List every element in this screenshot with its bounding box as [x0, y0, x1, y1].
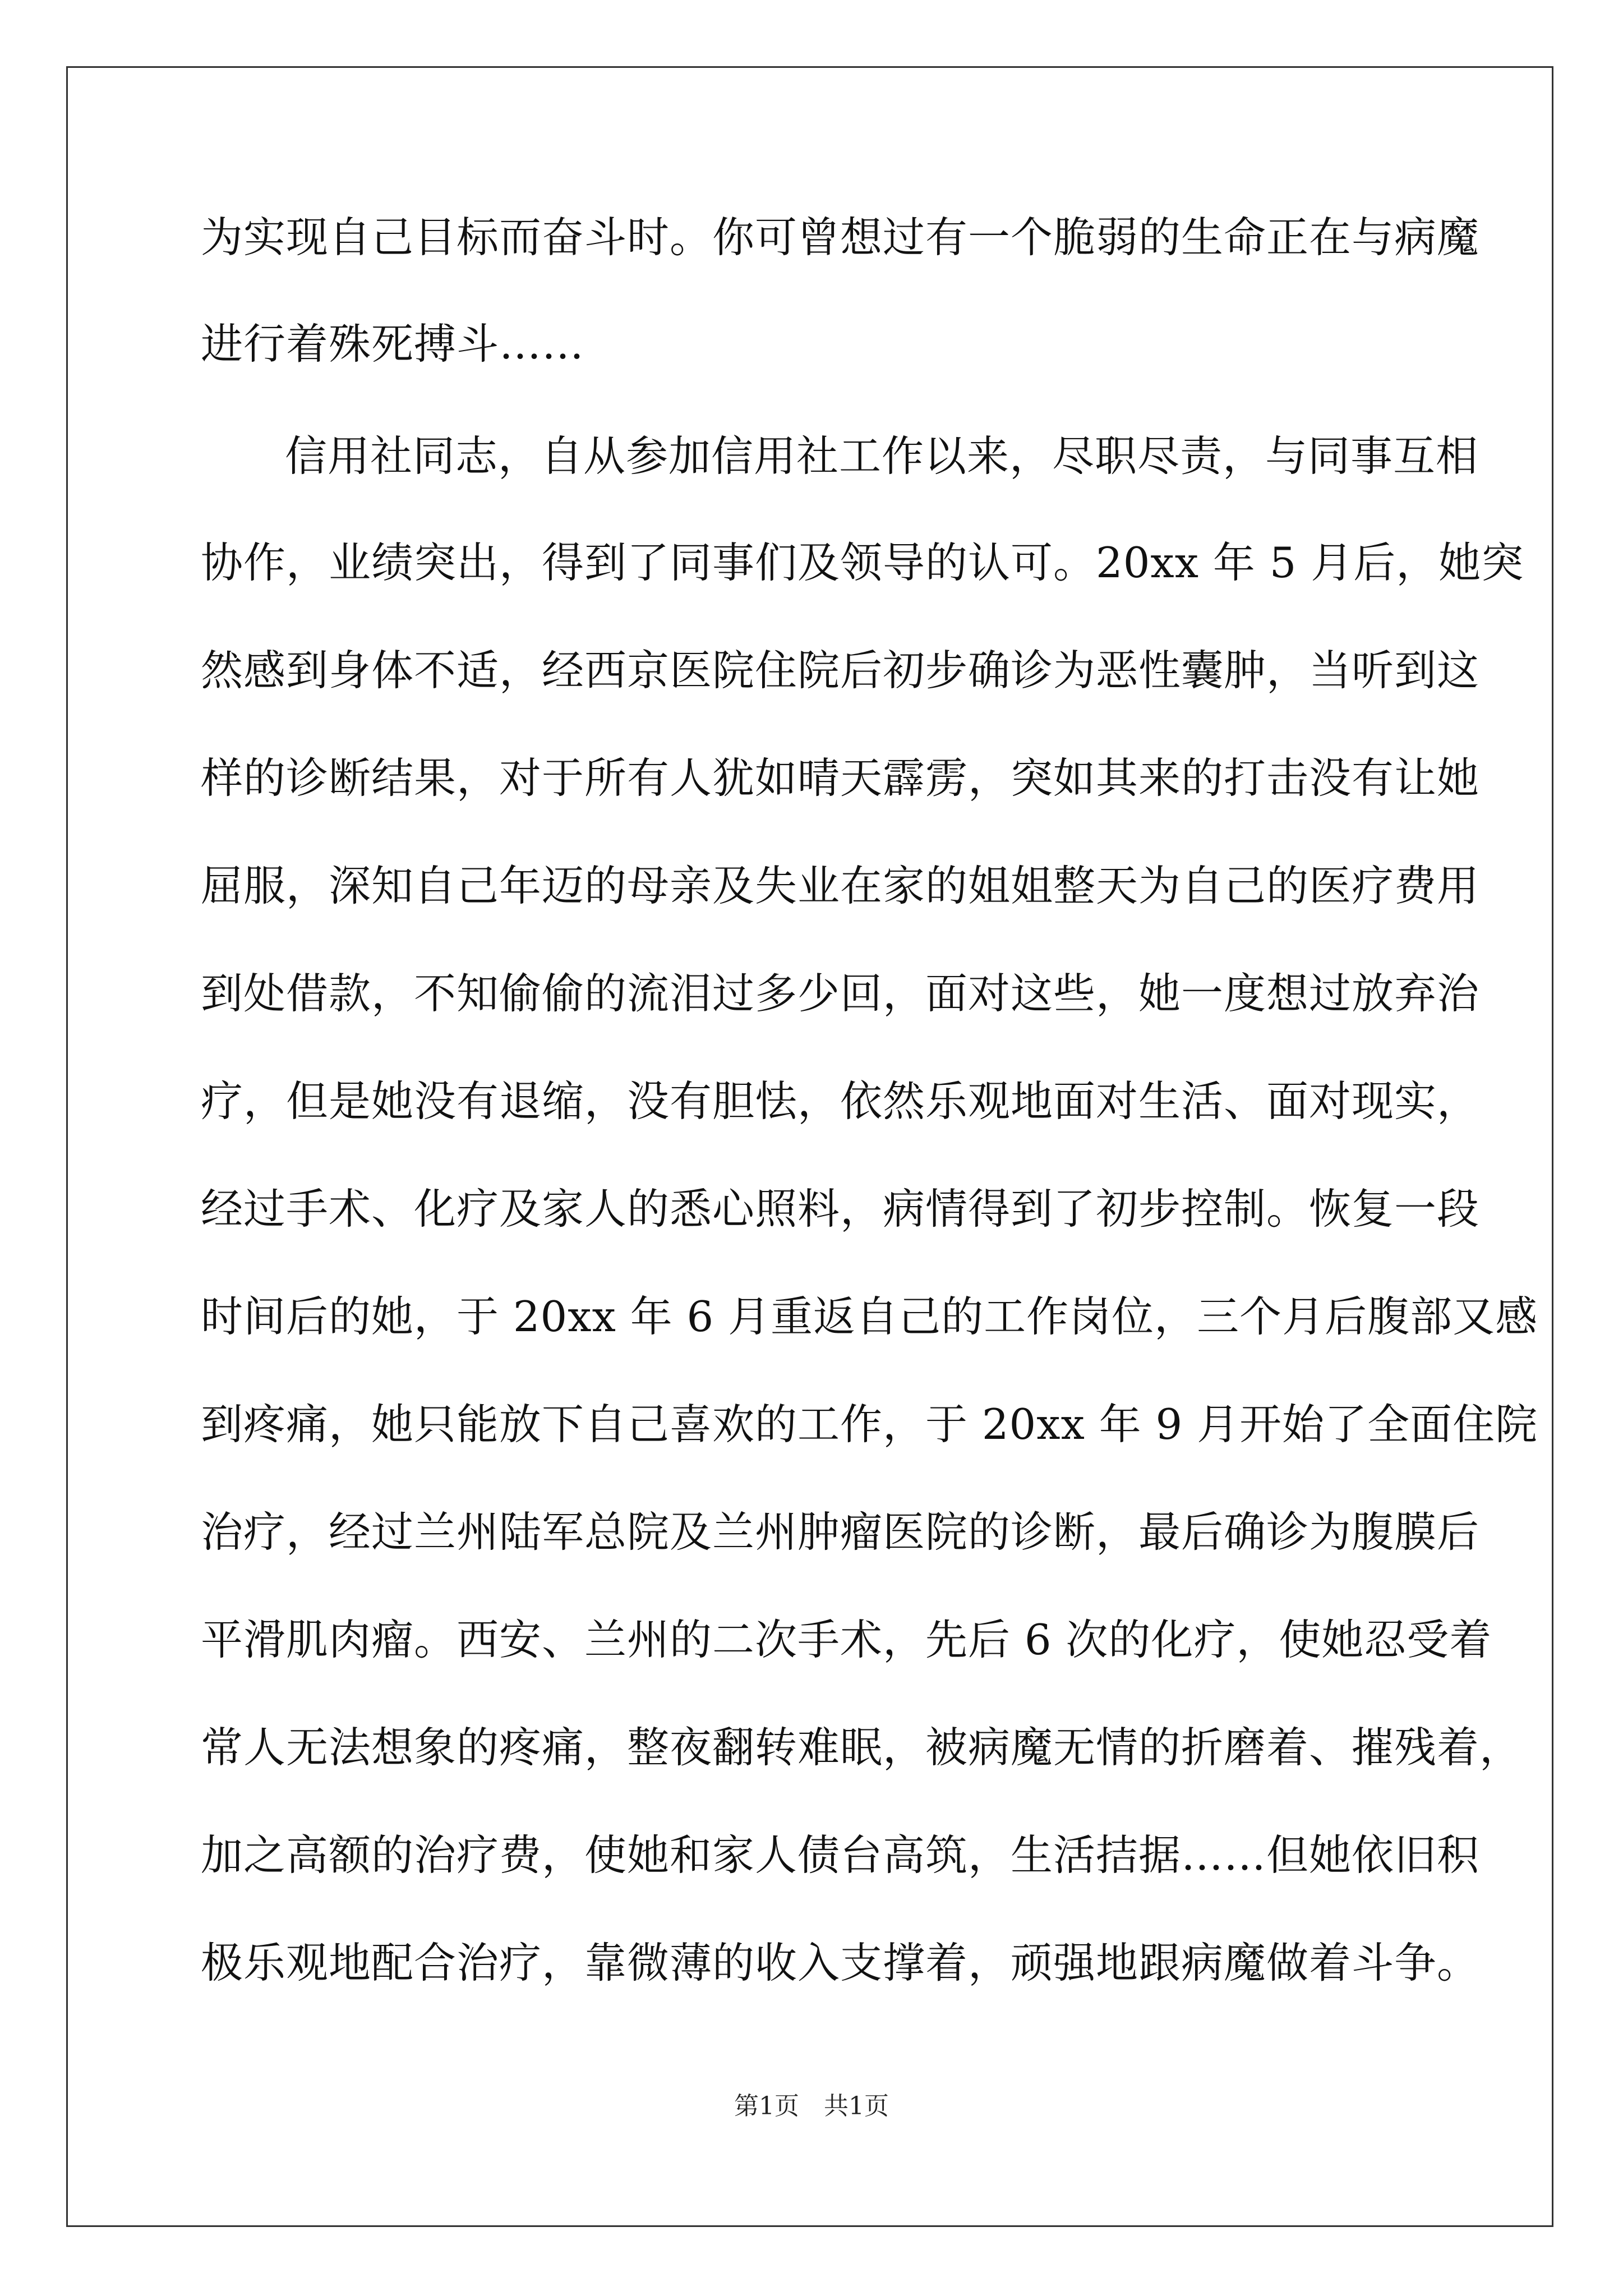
text-line: 为实现自己目标而奋斗时。你可曾想过有一个脆弱的生命正在与病魔: [201, 213, 1480, 262]
text-line: 样的诊断结果，对于所有人犹如晴天霹雳，突如其来的打击没有让她: [201, 753, 1480, 803]
text-line: 治疗，经过兰州陆军总院及兰州肿瘤医院的诊断，最后确诊为腹膜后: [201, 1507, 1480, 1557]
text-line: 屈服，深知自己年迈的母亲及失业在家的姐姐整天为自己的医疗费用: [201, 861, 1480, 910]
text-line: 平滑肌肉瘤。西安、兰州的二次手术，先后 6 次的化疗，使她忍受着: [201, 1615, 1492, 1664]
text-line: 到处借款，不知偷偷的流泪过多少回，面对这些，她一度想过放弃治: [201, 969, 1480, 1018]
text-line: 进行着殊死搏斗……: [201, 319, 585, 369]
text-line: 协作，业绩突出，得到了同事们及领导的认可。20xx 年 5 月后，她突: [201, 538, 1524, 587]
text-line: 时间后的她，于 20xx 年 6 月重返自己的工作岗位，三个月后腹部又感: [201, 1292, 1538, 1341]
text-line: 经过手术、化疗及家人的悉心照料，病情得到了初步控制。恢复一段: [201, 1184, 1480, 1234]
text-line: 到疼痛，她只能放下自己喜欢的工作，于 20xx 年 9 月开始了全面住院: [201, 1400, 1538, 1449]
page-number-footer: 第1页 共1页: [734, 2092, 889, 2120]
text-line: 疗，但是她没有退缩，没有胆怯，依然乐观地面对生活、面对现实，: [201, 1076, 1480, 1126]
paragraph-first-line: 信用社同志，自从参加信用社工作以来，尽职尽责，与同事互相: [285, 431, 1479, 481]
page-border: [66, 66, 1553, 2227]
text-line: 极乐观地配合治疗，靠微薄的收入支撑着，顽强地跟病魔做着斗争。: [201, 1938, 1480, 1987]
text-line: 常人无法想象的疼痛，整夜翻转难眠，被病魔无情的折磨着、摧残着，: [201, 1723, 1523, 1772]
text-line: 然感到身体不适，经西京医院住院后初步确诊为恶性囊肿，当听到这: [201, 646, 1480, 695]
text-line: 加之高额的治疗费，使她和家人债台高筑，生活拮据……但她依旧积: [201, 1830, 1480, 1880]
